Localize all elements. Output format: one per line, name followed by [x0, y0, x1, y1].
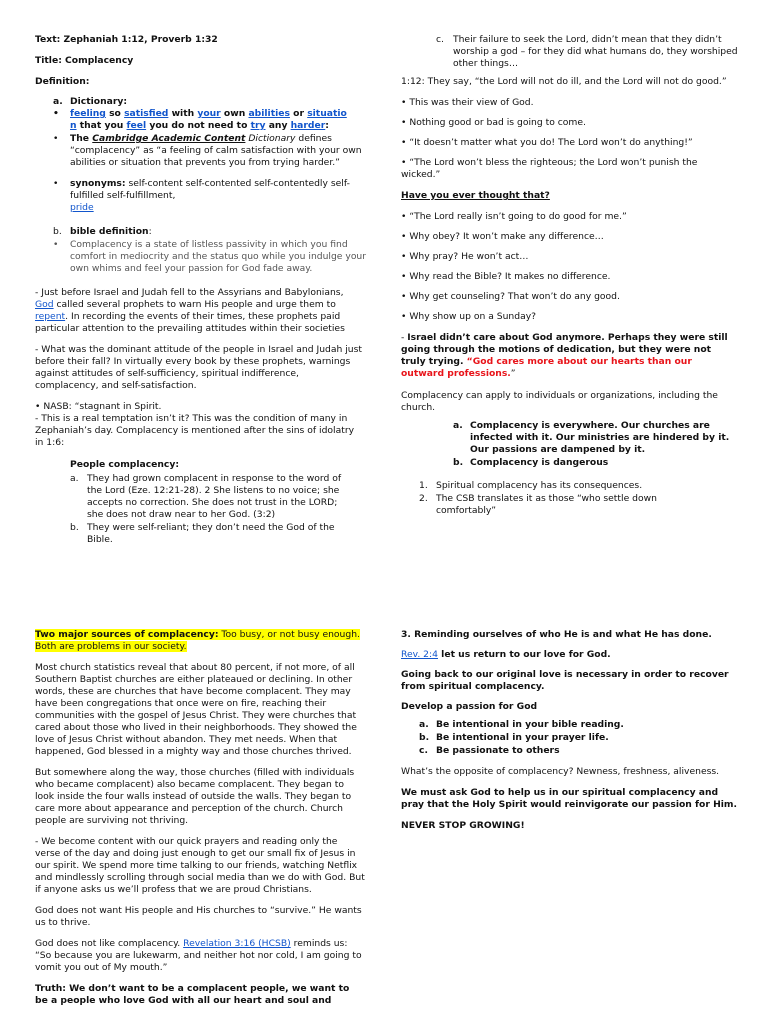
thought-line: • “The Lord really isn’t going to do good for me.”: [401, 211, 627, 222]
develop-list: [419, 719, 719, 757]
paragraph-content: - We become content with our quick prayers and reading only the verse of the day and doing just enough to get our small fix of Jesus in our spirit. We spend more time talking to our friends, watching Netflix and mindlessly scrolling through social media than we do with God. But if anyone asks us we’ll profess that we are proud Christians.: [35, 836, 365, 895]
link-pride[interactable]: pride: [70, 202, 94, 213]
list-item: [419, 493, 719, 517]
highlighted-quote: “God cares more about our hearts than our outward professions.: [401, 356, 692, 379]
bullet-line: • “The Lord won’t bless the righteous; the Lord won’t punish the wicked.”: [401, 157, 698, 180]
list-item: [419, 745, 719, 757]
thought-heading: Have you ever thought that?: [401, 190, 550, 201]
text-fragment: let us return to our love for God.: [437, 649, 611, 660]
text-fragment: so: [105, 108, 125, 119]
list-item: [453, 457, 733, 469]
list-item: [70, 522, 355, 546]
complacency-list: [453, 420, 733, 469]
thought-line: • Why show up on a Sunday?: [401, 311, 537, 322]
sermon-title: Title: Complacency: [35, 55, 134, 66]
bible-definition-item: [53, 226, 365, 238]
paragraph-dominant-attitude: - What was the dominant attitude of the people in Israel and Judah just before their fall? In virtually every book by these prophets, warnings against attitudes of self-sufficiency, spiritual indifference, complacency, and self-satisfaction.: [35, 344, 362, 391]
synonyms-text: self-content self-contented self-contentedly self-fulfilled self-fulfillment,: [70, 178, 350, 201]
people-complacency-heading: People complacency:: [70, 459, 180, 470]
text-fragment: -: [401, 332, 408, 343]
text-fragment: any: [265, 120, 291, 131]
bullet-line: • This was their view of God.: [401, 97, 534, 108]
list-item-text: They were self-reliant; they don’t need the God of the Bible.: [87, 522, 335, 545]
link-situation-end[interactable]: n: [70, 120, 77, 131]
list-item-text: Complacency is dangerous: [470, 457, 609, 468]
list-item: [70, 473, 355, 521]
people-complacency-list: [70, 473, 355, 546]
thought-line: • Why pray? He won’t act…: [401, 251, 529, 262]
text-fragment: you do not need to: [146, 120, 251, 131]
numbered-list: [419, 480, 719, 517]
text-fragment: The: [70, 133, 93, 144]
bible-definition-label: bible definition: [70, 226, 149, 237]
text-fragment: ”: [510, 368, 516, 379]
highlighted-heading: Two major sources of complacency:: [35, 629, 219, 640]
paragraph-must-ask: We must ask God to help us in our spiritual complacency and pray that the Holy Spirit would reinvigorate our passion for Him.: [401, 787, 737, 810]
thought-line: • Why get counseling? That won’t do any good.: [401, 291, 620, 302]
text-fragment: defines “complacency” as “a feeling of calm satisfaction with your own abilities or situation that prevents you from trying harder.”: [70, 133, 362, 168]
link-feel[interactable]: feel: [126, 120, 147, 131]
link-rev-2-4[interactable]: Rev. 2:4: [401, 649, 438, 660]
text-fragment: Israel didn’t care about God anymore. Perhaps they were still going through the motions of dedication, but they were not truly trying.: [401, 332, 728, 367]
list-item-text: Be passionate to others: [436, 745, 560, 756]
paragraph-somewhere: But somewhere along the way, those churches (filled with individuals who became complacent) also became complacent. They began to look inside the four walls instead of outside the walls. They began to care more about appearance and perception of the church. Church people are surviving not thriving.: [35, 767, 355, 826]
paragraph-statistics: Most church statistics reveal that about 80 percent, if not more, of all Southern Baptist churches are either plateaued or declining. In other words, these are churches that have become complacent. They may have been congregations that once were on fire, reaching their communities with the gospel of Jesus Christ. They were churches that cared about those who lived in their neighborhoods. They showed the love of Jesus Christ without abandon. They met needs. When that happened, God blessed in a mighty way and those churches thrived.: [35, 662, 357, 757]
paragraph-truth: Truth: We don’t want to be a complacent people, we want to be a people who love God with all our heart and soul and: [35, 983, 350, 1006]
text-fragment: Dictionary: [245, 133, 296, 144]
highlighted-text: Too busy, or not busy enough. Both are problems in our society.: [35, 629, 360, 652]
develop-heading: Develop a passion for God: [401, 701, 538, 712]
text-fragment: reminds us: “So because you are lukewarm, and neither hot nor cold, I am going to vomit you out of My mouth.”: [35, 938, 362, 973]
paragraph-revelation: [35, 938, 365, 974]
thought-line: • Why read the Bible? It makes no difference.: [401, 271, 611, 282]
paragraph-israel: [401, 332, 737, 380]
text-reference: Text: Zephaniah 1:12, Proverb 1:32: [35, 34, 218, 45]
bible-definition-text: Complacency is a state of listless passivity in which you find comfort in mediocrity and the status quo while you indulge your own whims and feel your passion for God fade away.: [70, 239, 367, 274]
synonyms-bullet: [53, 178, 382, 214]
page1-right-column: [401, 34, 737, 518]
link-your[interactable]: your: [197, 108, 221, 119]
text-fragment: - This is a real temptation isn’t it? This was the condition of many in Zephaniah’s day. Complacency is mentioned after the sins of idolatry in 1:6:: [35, 413, 355, 448]
bullet-icon: •: [53, 239, 59, 250]
list-item-text: The CSB translates it as those “who settle down comfortably”: [436, 493, 657, 516]
dictionary-label: Dictionary:: [70, 96, 128, 107]
list-marker: b.: [53, 226, 62, 237]
page2-right-column: [401, 629, 737, 841]
list-marker: b.: [453, 457, 464, 468]
thought-line: • Why obey? It won’t make any difference…: [401, 231, 604, 242]
rev-2-4-line: [401, 649, 737, 661]
bullet-icon: •: [53, 178, 59, 189]
definition-label: Definition:: [35, 76, 90, 87]
list-item: [419, 480, 719, 492]
link-revelation[interactable]: Revelation 3:16 (HCSB): [183, 938, 291, 949]
list-marker: c.: [419, 745, 428, 756]
link-repent[interactable]: repent: [35, 311, 66, 322]
link-harder[interactable]: harder: [290, 120, 326, 131]
list-item: [419, 732, 719, 744]
text-fragment: . In recording the events of their times, these prophets paid particular attention to the prevailing attitudes within their societies: [35, 311, 345, 334]
link-god[interactable]: God: [35, 299, 54, 310]
paragraph-going-back: Going back to our original love is necessary in order to recover from spiritual complacency.: [401, 669, 729, 692]
text-fragment: or: [289, 108, 308, 119]
two-major-sources: [35, 629, 365, 653]
text-fragment: own: [220, 108, 249, 119]
list-item: [419, 719, 719, 731]
list-item-text: They had grown complacent in response to the word of the Lord (Eze. 12:21-28). 2 She listens to no voice; she accepts no correction. She does not trust in the LORD; she does not draw near to her God. (3:2): [87, 473, 342, 520]
heading-3: 3. Reminding ourselves of who He is and what He has done.: [401, 629, 712, 640]
list-marker: a.: [70, 473, 79, 484]
bullet-line: • “It doesn’t matter what you do! The Lord won’t do anything!”: [401, 137, 693, 148]
list-item-text: Be intentional in your bible reading.: [436, 719, 624, 730]
dictionary-item: [53, 96, 365, 108]
list-marker: a.: [453, 420, 463, 431]
list-item-text: Their failure to seek the Lord, didn’t mean that they didn’t worship a god – for they did what humans do, they worshiped other things…: [453, 34, 738, 69]
paragraph-prophets: [35, 287, 355, 335]
nasb-text: • NASB: “stagnant in Spirit.: [35, 401, 162, 412]
verse-1-12: 1:12: They say, “the Lord will not do ill, and the Lord will not do good.”: [401, 76, 727, 87]
text-fragment: with: [168, 108, 198, 119]
text-fragment: :: [148, 226, 152, 237]
link-abilities[interactable]: abilities: [248, 108, 290, 119]
paragraph-nasb: [35, 401, 365, 449]
text-fragment: God does not like complacency.: [35, 938, 184, 949]
never-stop-growing: NEVER STOP GROWING!: [401, 820, 525, 831]
list-item-c: [436, 34, 751, 70]
dictionary-bullet-2: [53, 133, 365, 169]
dictionary-bullet-1: [53, 108, 382, 132]
synonyms-label: synonyms:: [70, 178, 126, 189]
bullet-line: • Nothing good or bad is going to come.: [401, 117, 586, 128]
link-feeling[interactable]: feeling: [70, 108, 106, 119]
text-fragment: called several prophets to warn His people and urge them to: [53, 299, 336, 310]
bullet-icon: •: [53, 108, 59, 119]
list-item-text: Spiritual complacency has its consequences.: [436, 480, 643, 491]
list-marker: a.: [419, 719, 429, 730]
link-try[interactable]: try: [250, 120, 266, 131]
page2-left-column: [35, 629, 365, 1016]
list-item: [453, 420, 733, 456]
link-satisfied[interactable]: satisfied: [124, 108, 169, 119]
list-item-text: Complacency is everywhere. Our churches are infected with it. Our ministries are hindered by it. Our passions are dampened by it.: [470, 420, 730, 455]
list-marker: 1.: [419, 480, 428, 491]
bible-definition-bullet: [53, 239, 382, 275]
list-marker: b.: [419, 732, 430, 743]
page-break: [0, 612, 768, 613]
list-item-text: Be intentional in your prayer life.: [436, 732, 609, 743]
list-marker: 2.: [419, 493, 428, 504]
link-situation[interactable]: situatio: [307, 108, 347, 119]
list-marker: c.: [436, 34, 444, 45]
dictionary-name: Cambridge Academic Content: [92, 133, 246, 144]
text-fragment: - Just before Israel and Judah fell to the Assyrians and Babylonians,: [35, 287, 344, 298]
paragraph-survive: God does not want His people and His churches to “survive.” He wants us to thrive.: [35, 905, 362, 928]
text-fragment: :: [325, 120, 329, 131]
list-marker: a.: [53, 96, 63, 107]
list-marker: b.: [70, 522, 79, 533]
text-fragment: that you: [76, 120, 127, 131]
page1-left-column: [35, 34, 365, 547]
bullet-icon: •: [53, 133, 59, 144]
paragraph-apply: Complacency can apply to individuals or organizations, including the church.: [401, 390, 718, 413]
paragraph-opposite: What’s the opposite of complacency? Newness, freshness, aliveness.: [401, 766, 720, 777]
